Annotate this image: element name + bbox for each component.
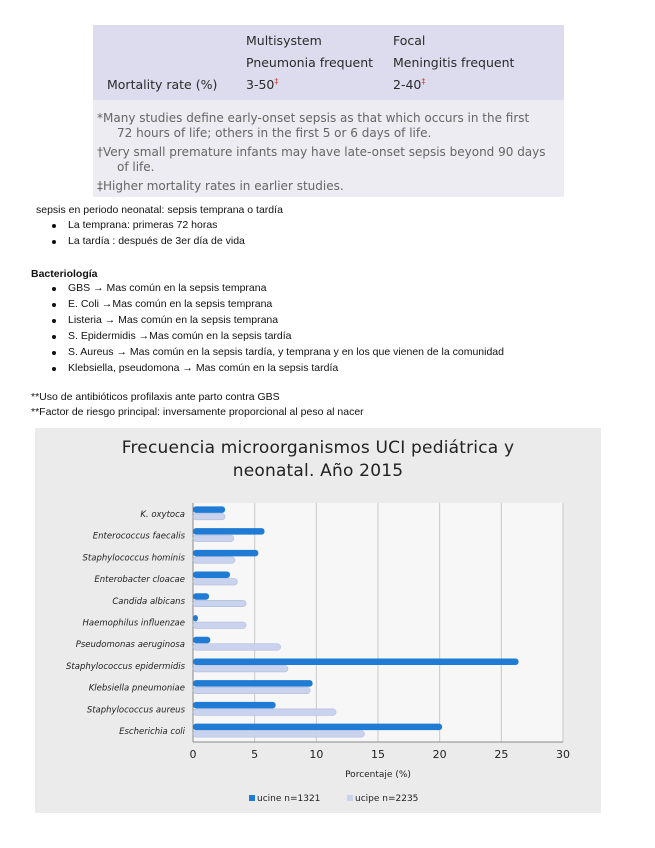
bact-bullet-2: E. Coli →Mas común en la sepsis temprana <box>68 298 273 310</box>
bar-ucine <box>193 550 258 557</box>
bar-ucipe <box>193 513 225 520</box>
note-antibiotics: **Uso de antibióticos profilaxis ante parto contra GBS <box>31 391 280 403</box>
sepsis-bullet-1: La temprana: primeras 72 horas <box>68 219 218 231</box>
bullet-dot <box>52 319 56 323</box>
x-tick-label: 25 <box>494 748 509 761</box>
category-label: Candida albicans <box>112 596 185 607</box>
legend-swatch <box>249 795 255 801</box>
bar-ucipe <box>193 600 246 607</box>
bar-ucipe <box>193 709 336 716</box>
bact-bullet-1: GBS → Mas común en la sepsis temprana <box>68 282 267 294</box>
bar-ucine <box>193 680 313 687</box>
category-label: Enterococcus faecalis <box>92 531 185 542</box>
category-label: K. oxytoca <box>140 509 185 520</box>
category-label: Escherichia coli <box>119 727 185 738</box>
bullet-dot <box>52 351 56 355</box>
category-label: Enterobacter cloacae <box>94 575 185 586</box>
bar-ucipe <box>193 557 235 564</box>
category-label: Staphylococcus epidermidis <box>66 661 185 672</box>
x-tick-label: 5 <box>251 748 259 761</box>
table-col2-line1: Focal <box>393 33 426 48</box>
x-tick-label: 20 <box>432 748 447 761</box>
bact-bullet-3: Listeria → Mas común en la sepsis temprana <box>68 314 279 326</box>
legend-label: ucipe n=2235 <box>355 794 419 804</box>
x-axis-label: Porcentaje (%) <box>345 770 411 780</box>
bar-ucipe <box>193 535 234 542</box>
bar-ucine <box>193 724 442 731</box>
chart-title-line1: Frecuencia microorganismos UCI pediátrica y <box>121 438 515 458</box>
chart-svg <box>35 428 601 813</box>
table-row-label: Mortality rate (%) <box>107 77 218 92</box>
table-row-mark-1: ‡ <box>274 77 279 86</box>
bar-ucine <box>193 658 519 665</box>
bact-bullet-5: S. Aureus → Mas común en la sepsis tardía, y temprana y en los que vienen de la comunidad <box>68 346 504 358</box>
bar-ucine <box>193 572 230 579</box>
x-tick-label: 10 <box>309 748 324 761</box>
legend-swatch <box>347 795 353 801</box>
footnote-2-line2: of life. <box>117 160 155 174</box>
bar-ucine <box>193 615 198 622</box>
sepsis-line: sepsis en periodo neonatal: sepsis temprana o tardía <box>36 204 283 216</box>
bullet-dot <box>52 335 56 339</box>
bar-ucipe <box>193 579 237 586</box>
bact-bullet-6: Klebsiella, pseudomona → Mas común en la sepsis tardía <box>68 362 339 374</box>
footnote-2-line1: †Very small premature infants may have late-onset sepsis beyond 90 days <box>97 145 546 159</box>
legend-label: ucine n=1321 <box>257 794 321 804</box>
bar-ucine <box>193 637 210 644</box>
bar-ucipe <box>193 687 310 694</box>
bar-ucipe <box>193 665 288 672</box>
bullet-dot <box>52 367 56 371</box>
bar-chart <box>35 428 601 813</box>
footnote-3: ‡Higher mortality rates in earlier studies. <box>97 179 344 193</box>
bullet-dot <box>52 287 56 291</box>
note-risk-factor: **Factor de riesgo principal: inversamente proporcional al peso al nacer <box>31 406 364 418</box>
category-label: Staphylococcus hominis <box>82 553 185 564</box>
bullet-dot <box>52 303 56 307</box>
bar-ucine <box>193 506 225 513</box>
table-row-mark-2: ‡ <box>421 77 426 86</box>
chart-title-line2: neonatal. Año 2015 <box>232 461 404 481</box>
x-tick-label: 15 <box>371 748 385 761</box>
table-col2-line2: Meningitis frequent <box>393 55 515 70</box>
bullet-dot <box>52 224 56 228</box>
bar-ucine <box>193 593 209 600</box>
x-tick-label: 0 <box>189 748 197 761</box>
table-row-value-1: 3-50‡ <box>246 77 279 93</box>
bullet-dot <box>52 240 56 244</box>
table-col1-line1: Multisystem <box>246 33 322 48</box>
bar-ucipe <box>193 644 281 651</box>
footnote-1-line2: 72 hours of life; others in the first 5 or 6 days of life. <box>117 126 432 140</box>
bacteriologia-title: Bacteriología <box>31 268 98 280</box>
sepsis-table <box>93 25 564 197</box>
table-col1-line2: Pneumonia frequent <box>246 55 374 70</box>
category-label: Pseudomonas aeruginosa <box>75 640 185 651</box>
bar-ucine <box>193 528 265 535</box>
category-label: Haemophilus influenzae <box>82 618 185 629</box>
table-row-value-2: 2-40‡ <box>393 77 426 93</box>
bar-ucipe <box>193 731 364 738</box>
x-tick-label: 30 <box>556 748 570 761</box>
category-label: Klebsiella pneumoniae <box>88 683 185 694</box>
bact-bullet-4: S. Epidermidis →Mas común en la sepsis tardía <box>68 330 292 342</box>
sepsis-bullet-2: La tardía : después de 3er día de vida <box>68 235 245 247</box>
category-label: Staphylococcus aureus <box>86 705 185 716</box>
bar-ucipe <box>193 622 246 629</box>
bar-ucine <box>193 702 276 709</box>
footnote-1-line1: *Many studies define early-onset sepsis as that which occurs in the first <box>97 111 530 125</box>
